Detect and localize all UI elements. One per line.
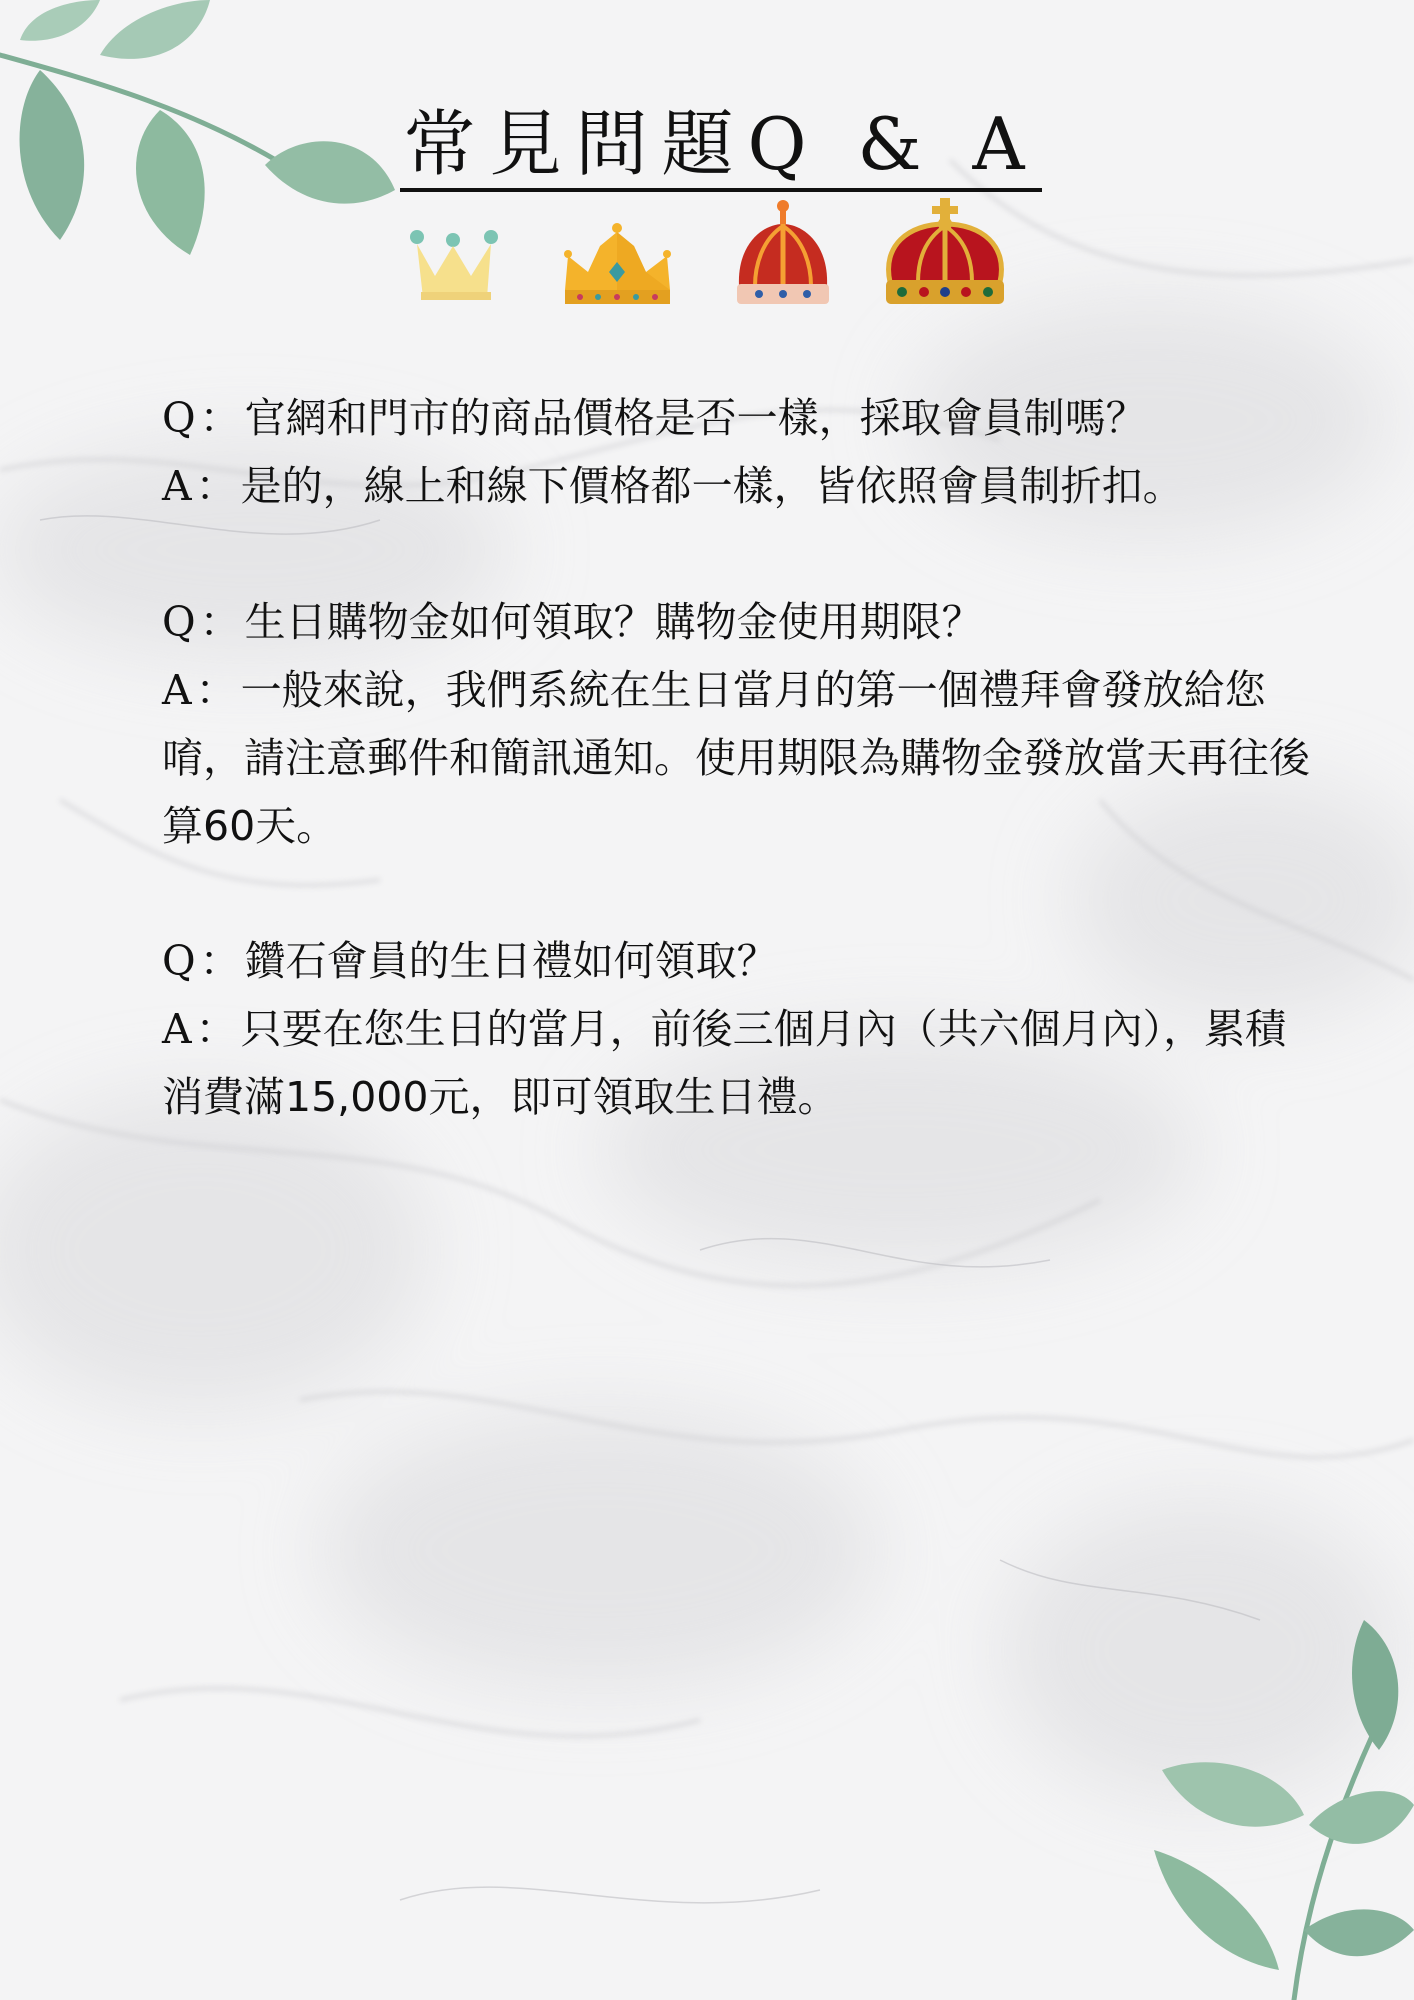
question-prefix: Q： — [162, 598, 245, 646]
eucalyptus-leaves-icon — [0, 0, 400, 260]
faq-item — [162, 384, 1312, 520]
royal-crown-icon — [880, 194, 1010, 314]
answer-text: 一般來說，我們系統在生日當月的第一個禮拜會發放給您唷，請注意郵件和簡訊通知。使用期限為購物金發放當天再往後算60天。 — [162, 666, 1310, 850]
question-prefix: Q： — [162, 937, 245, 985]
faq-item — [162, 927, 1312, 1131]
page-title: 常見問題Q & A — [400, 96, 1042, 192]
crown-row — [405, 194, 1035, 314]
answer-text: 是的，線上和線下價格都一樣，皆依照會員制折扣。 — [240, 462, 1184, 510]
faq-question — [162, 588, 1312, 656]
red-crown-icon — [733, 194, 833, 314]
gold-jeweled-crown-icon — [560, 194, 675, 314]
eucalyptus-leaves-icon — [1154, 1600, 1414, 2000]
question-prefix: Q： — [162, 394, 245, 442]
faq-question — [162, 384, 1312, 452]
answer-prefix: A： — [162, 462, 241, 510]
pastel-crown-icon — [405, 194, 505, 314]
answer-prefix: A： — [162, 666, 241, 714]
faq-item — [162, 588, 1312, 860]
question-text: 官網和門市的商品價格是否一樣，採取會員制嗎？ — [244, 394, 1147, 442]
answer-prefix: A： — [162, 1005, 241, 1053]
answer-text: 只要在您生日的當月，前後三個月內（共六個月內），累積消費滿15,000元，即可領取生日禮。 — [162, 1005, 1287, 1121]
question-text: 生日購物金如何領取？購物金使用期限？ — [244, 598, 983, 646]
faq-answer — [162, 995, 1312, 1131]
faq-answer — [162, 452, 1312, 520]
faq-answer — [162, 656, 1312, 860]
faq-question — [162, 927, 1312, 995]
question-text: 鑽石會員的生日禮如何領取？ — [244, 937, 778, 985]
